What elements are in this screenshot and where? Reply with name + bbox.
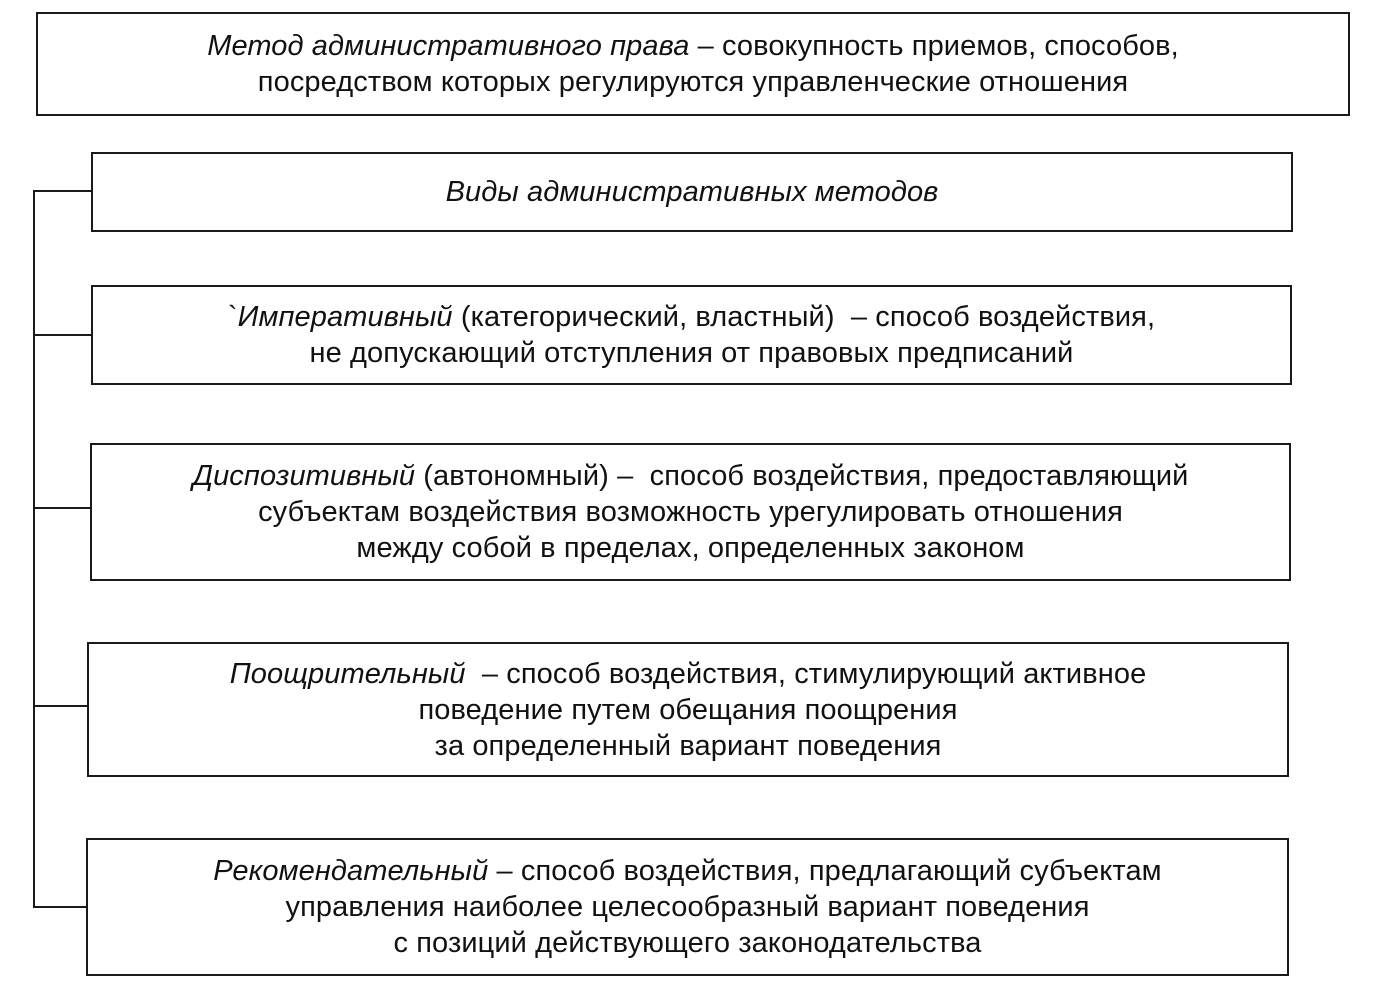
method-line: поведение путем обещания поощрения — [418, 693, 958, 726]
method-box-incentive — [87, 642, 1289, 777]
definition-line-1 — [207, 28, 1179, 64]
method-term: Императивный — [237, 301, 453, 333]
definition-box — [36, 12, 1350, 116]
method-line-1 — [228, 299, 1155, 335]
method-line-1-rest: – способ воздействия, предлагающий субъектам — [488, 855, 1162, 887]
method-line-1 — [230, 656, 1147, 692]
method-box-recommendatory — [86, 838, 1289, 976]
connector-branch-recommendatory — [33, 906, 87, 908]
method-line: субъектам воздействия возможность урегулировать отношения — [258, 496, 1123, 528]
method-line: управления наиболее целесообразный вариант поведения — [285, 891, 1090, 923]
method-line: за определенный вариант поведения — [434, 729, 942, 762]
method-term: Рекомендательный — [213, 855, 489, 887]
method-line-1-rest: (категорический, властный) – способ воздействия, — [452, 301, 1156, 333]
method-box-imperative — [91, 285, 1292, 385]
definition-term: Метод административного права — [207, 30, 690, 62]
method-term: Диспозитивный — [192, 460, 416, 492]
types-header-title: Виды административных методов — [445, 176, 939, 208]
connector-branch-types-header — [33, 190, 91, 192]
method-box-dispositive — [90, 443, 1291, 581]
method-line-1 — [213, 853, 1161, 889]
method-line: не допускающий отступления от правовых предписаний — [309, 337, 1074, 369]
definition-line-1-rest: – совокупность приемов, способов, — [689, 30, 1179, 62]
types-header-box — [91, 152, 1293, 232]
method-line: с позиций действующего законодательства — [393, 927, 982, 959]
connector-branch-dispositive — [33, 507, 91, 509]
method-line: между собой в пределах, определенных законом — [356, 532, 1025, 564]
method-line-1-rest: (автономный) – способ воздействия, предоставляющий — [415, 460, 1189, 492]
method-line-1-rest: – способ воздействия, стимулирующий активное — [465, 657, 1147, 690]
method-prefix-mark: ` — [227, 301, 238, 333]
connector-trunk — [33, 190, 35, 908]
definition-line-2: посредством которых регулируются управленческие отношения — [257, 66, 1129, 98]
method-term: Поощрительный — [229, 657, 466, 690]
method-line-1 — [193, 458, 1189, 494]
connector-branch-incentive — [33, 705, 88, 707]
connector-branch-imperative — [33, 334, 91, 336]
